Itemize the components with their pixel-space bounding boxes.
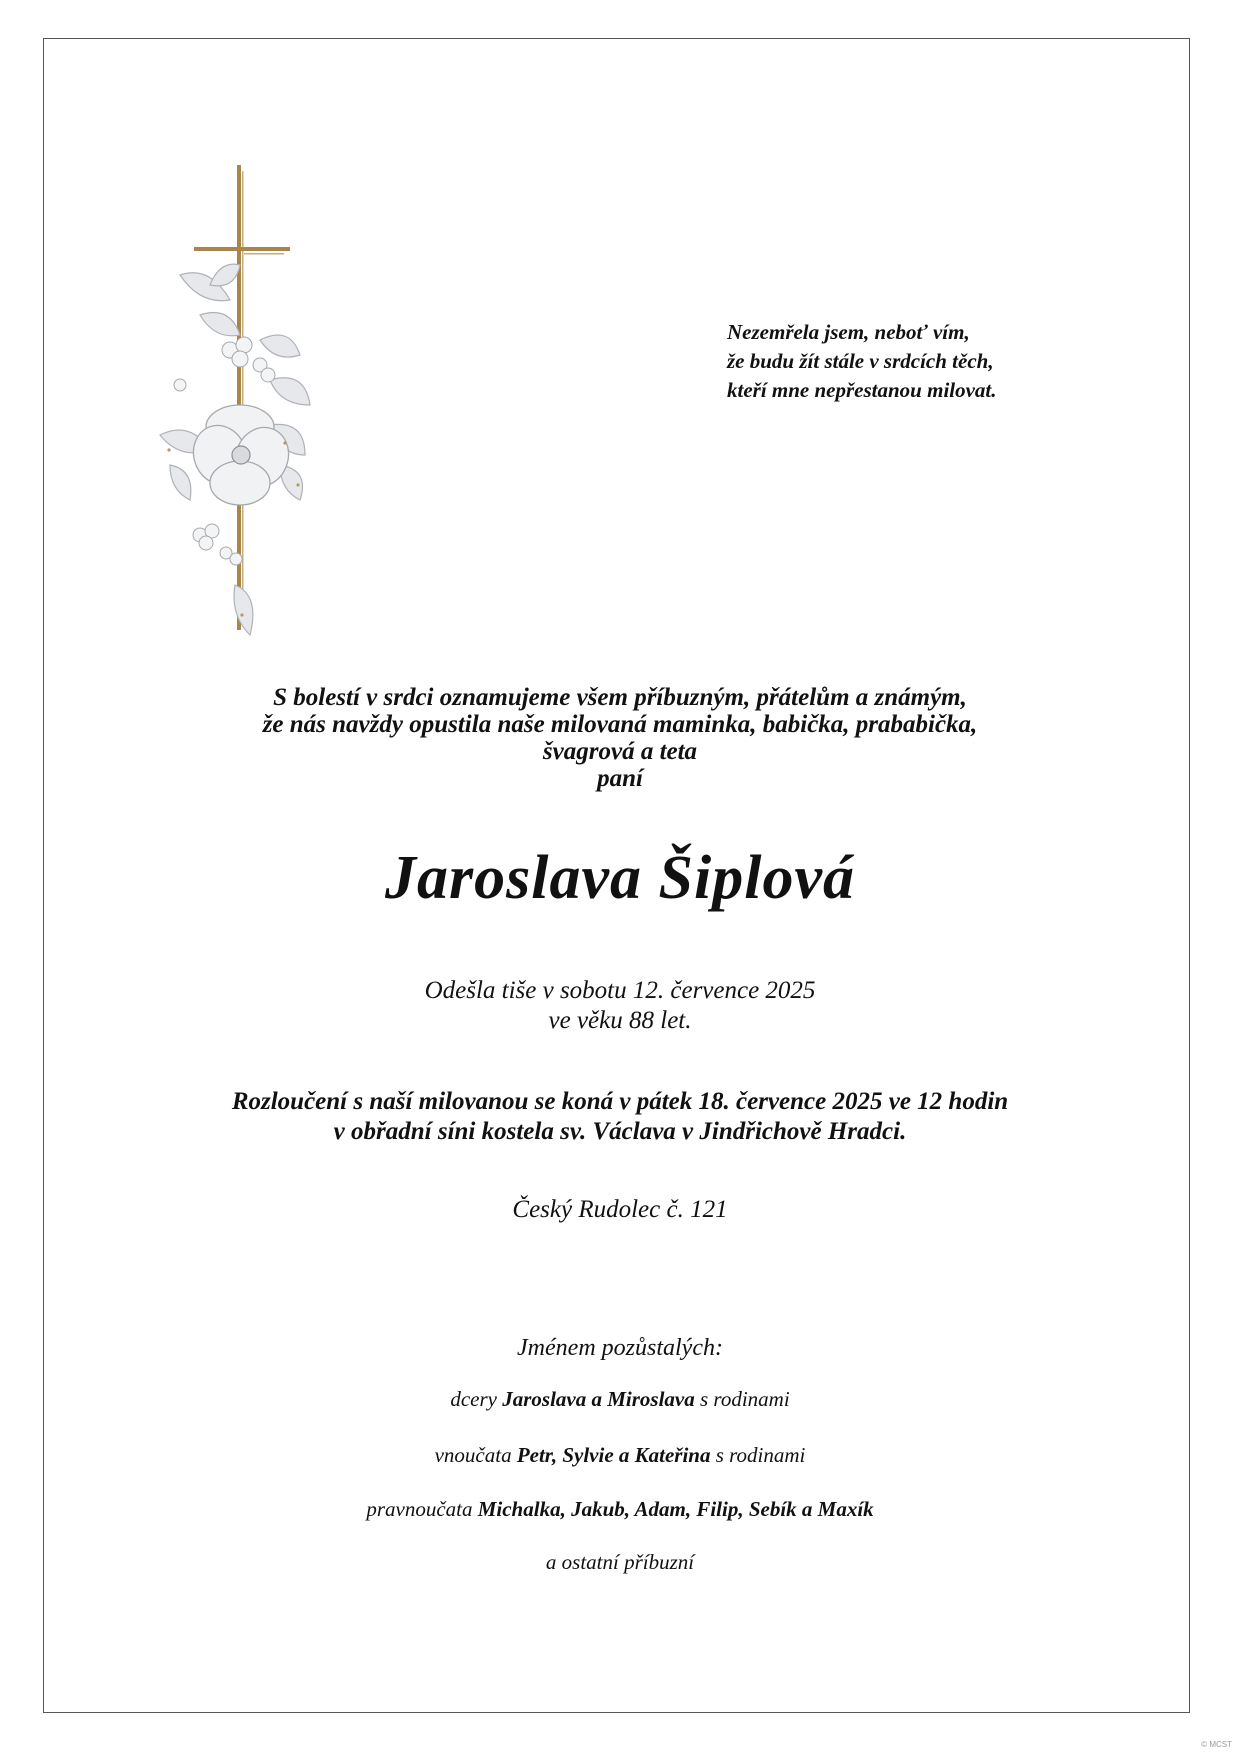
- announcement: [0, 684, 1240, 792]
- motto-line: Nezemřela jsem, neboť vím,: [727, 320, 970, 344]
- motto-quote: [727, 318, 1147, 405]
- on-behalf-heading: Jménem pozůstalých:: [517, 1335, 723, 1361]
- passing-line: ve věku 88 let.: [548, 1007, 692, 1034]
- announcement-line: paní: [597, 765, 643, 792]
- family-line-grandchildren: [0, 1441, 1240, 1469]
- address: Český Rudolec č. 121: [512, 1196, 728, 1223]
- family-names: Petr, Sylvie a Kateřina: [516, 1443, 711, 1467]
- family-suffix: s rodinami: [715, 1443, 806, 1467]
- motto-line: kteří mne nepřestanou milovat.: [727, 378, 997, 402]
- motto-line: že budu žít stále v srdcích těch,: [727, 349, 994, 373]
- family-names: Michalka, Jakub, Adam, Filip, Sebík a Maxík: [477, 1497, 874, 1521]
- passing-info: [0, 976, 1240, 1036]
- family-line-daughters: [0, 1385, 1240, 1413]
- funeral-line: Rozloučení s naší milovanou se koná v pátek 18. července 2025 ve 12 hodin: [231, 1088, 1009, 1115]
- family-relation: pravnoučata: [366, 1497, 473, 1521]
- announcement-line: S bolestí v srdci oznamujeme všem příbuzným, přátelům a známým,: [273, 684, 967, 711]
- family-relation: dcery: [450, 1387, 497, 1411]
- announcement-line: že nás navždy opustila naše milovaná maminka, babička, prababička,: [262, 711, 978, 738]
- announcement-line: švagrová a teta: [542, 738, 698, 765]
- family-line-others: a ostatní příbuzní: [545, 1550, 695, 1574]
- funeral-info: [0, 1087, 1240, 1147]
- family-suffix: s rodinami: [700, 1387, 790, 1411]
- passing-line: Odešla tiše v sobotu 12. července 2025: [424, 977, 816, 1004]
- funeral-line: v obřadní síni kostela sv. Václava v Jindřichově Hradci.: [333, 1118, 907, 1145]
- cross-with-flowers-icon: [140, 165, 330, 650]
- family-relation: vnoučata: [434, 1443, 512, 1467]
- family-names: Jaroslava a Miroslava: [502, 1387, 695, 1411]
- deceased-name: Jaroslava Šiplová: [385, 844, 855, 912]
- corner-mark: © MCST: [1201, 1740, 1232, 1749]
- family-line-great-grandchildren: [0, 1495, 1240, 1523]
